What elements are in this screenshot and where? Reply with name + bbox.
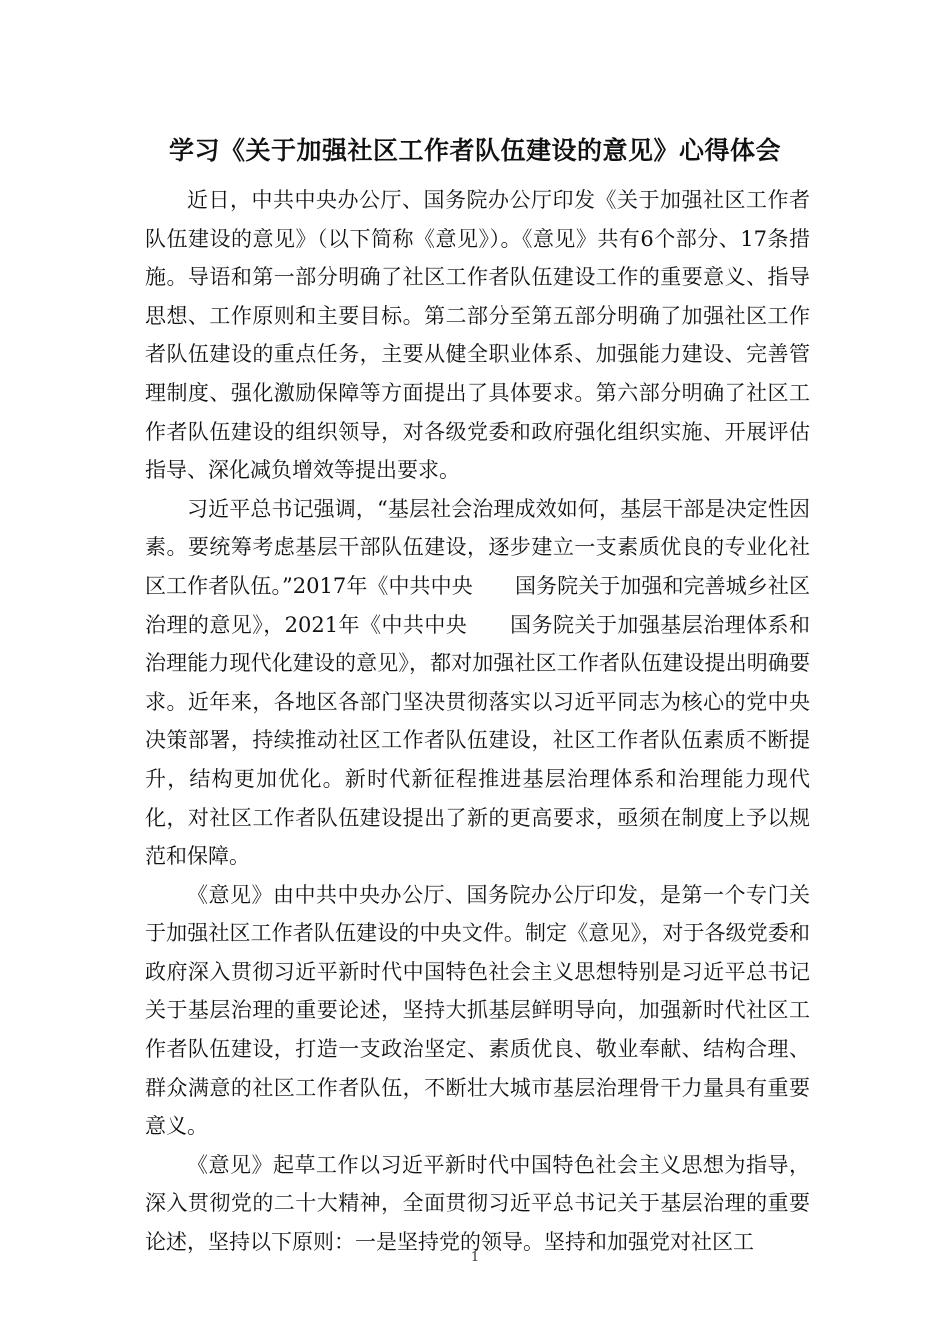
paragraph-1: 近日，中共中央办公厅、国务院办公厅印发《关于加强社区工作者队伍建设的意见》（以下简称《意见》）。《意见》共有6个部分、17条措施。导语和第一部分明确了社区工作者队伍建设工作的重要意义、指导思想、工作原则和主要目标。第二部分至第五部分明确了加强社区工作者队伍建设的重点任务，主要从健全职业体系、加强能力建设、完善管理制度、强化激励保障等方面提出了具体要求。第六部分明确了社区工作者队伍建设的组织领导，对各级党委和政府强化组织实施、开展评估指导、深化减负增效等提出要求。 (145, 188, 810, 483)
paragraph-4: 《意见》起草工作以习近平新时代中国特色社会主义思想为指导，深入贯彻党的二十大精神，全面贯彻习近平总书记关于基层治理的重要论述，坚持以下原则：一是坚持党的领导。坚持和加强党对社区工 (145, 1152, 810, 1255)
paragraph-3: 《意见》由中共中央办公厅、国务院办公厅印发，是第一个专门关于加强社区工作者队伍建设的中央文件。制定《意见》，对于各级党委和政府深入贯彻习近平新时代中国特色社会主义思想特别是习近平总书记关于基层治理的重要论述，坚持大抓基层鲜明导向，加强新时代社区工作者队伍建设，打造一支政治坚定、素质优良、敬业奉献、结构合理、群众满意的社区工作者队伍，不断壮大城市基层治理骨干力量具有重要意义。 (145, 882, 810, 1139)
paragraph-2: 习近平总书记强调，“基层社会治理成效如何，基层干部是决定性因素。要统筹考虑基层干部队伍建设，逐步建立一支素质优良的专业化社区工作者队伍。”2017年《中共中央 国务院关于加强和完善城乡社区治理的意见》，2021年《中共中央 国务院关于加强基层治理体系和治理能力现代化建设的意见》，都对加强社区工作者队伍建设提出明确要求。近年来，各地区各部门坚决贯彻落实以习近平同志为核心的党中央决策部署，持续推动社区工作者队伍建设，社区工作者队伍素质不断提升，结构更加优化。新时代新征程推进基层治理体系和治理能力现代化，对社区工作者队伍建设提出了新的更高要求，亟须在制度上予以规范和保障。 (145, 496, 810, 869)
document-title: 学习《关于加强社区工作者队伍建设的意见》心得体会 (168, 136, 781, 165)
document-body (145, 181, 810, 1262)
page-number: 1 (470, 1250, 480, 1265)
